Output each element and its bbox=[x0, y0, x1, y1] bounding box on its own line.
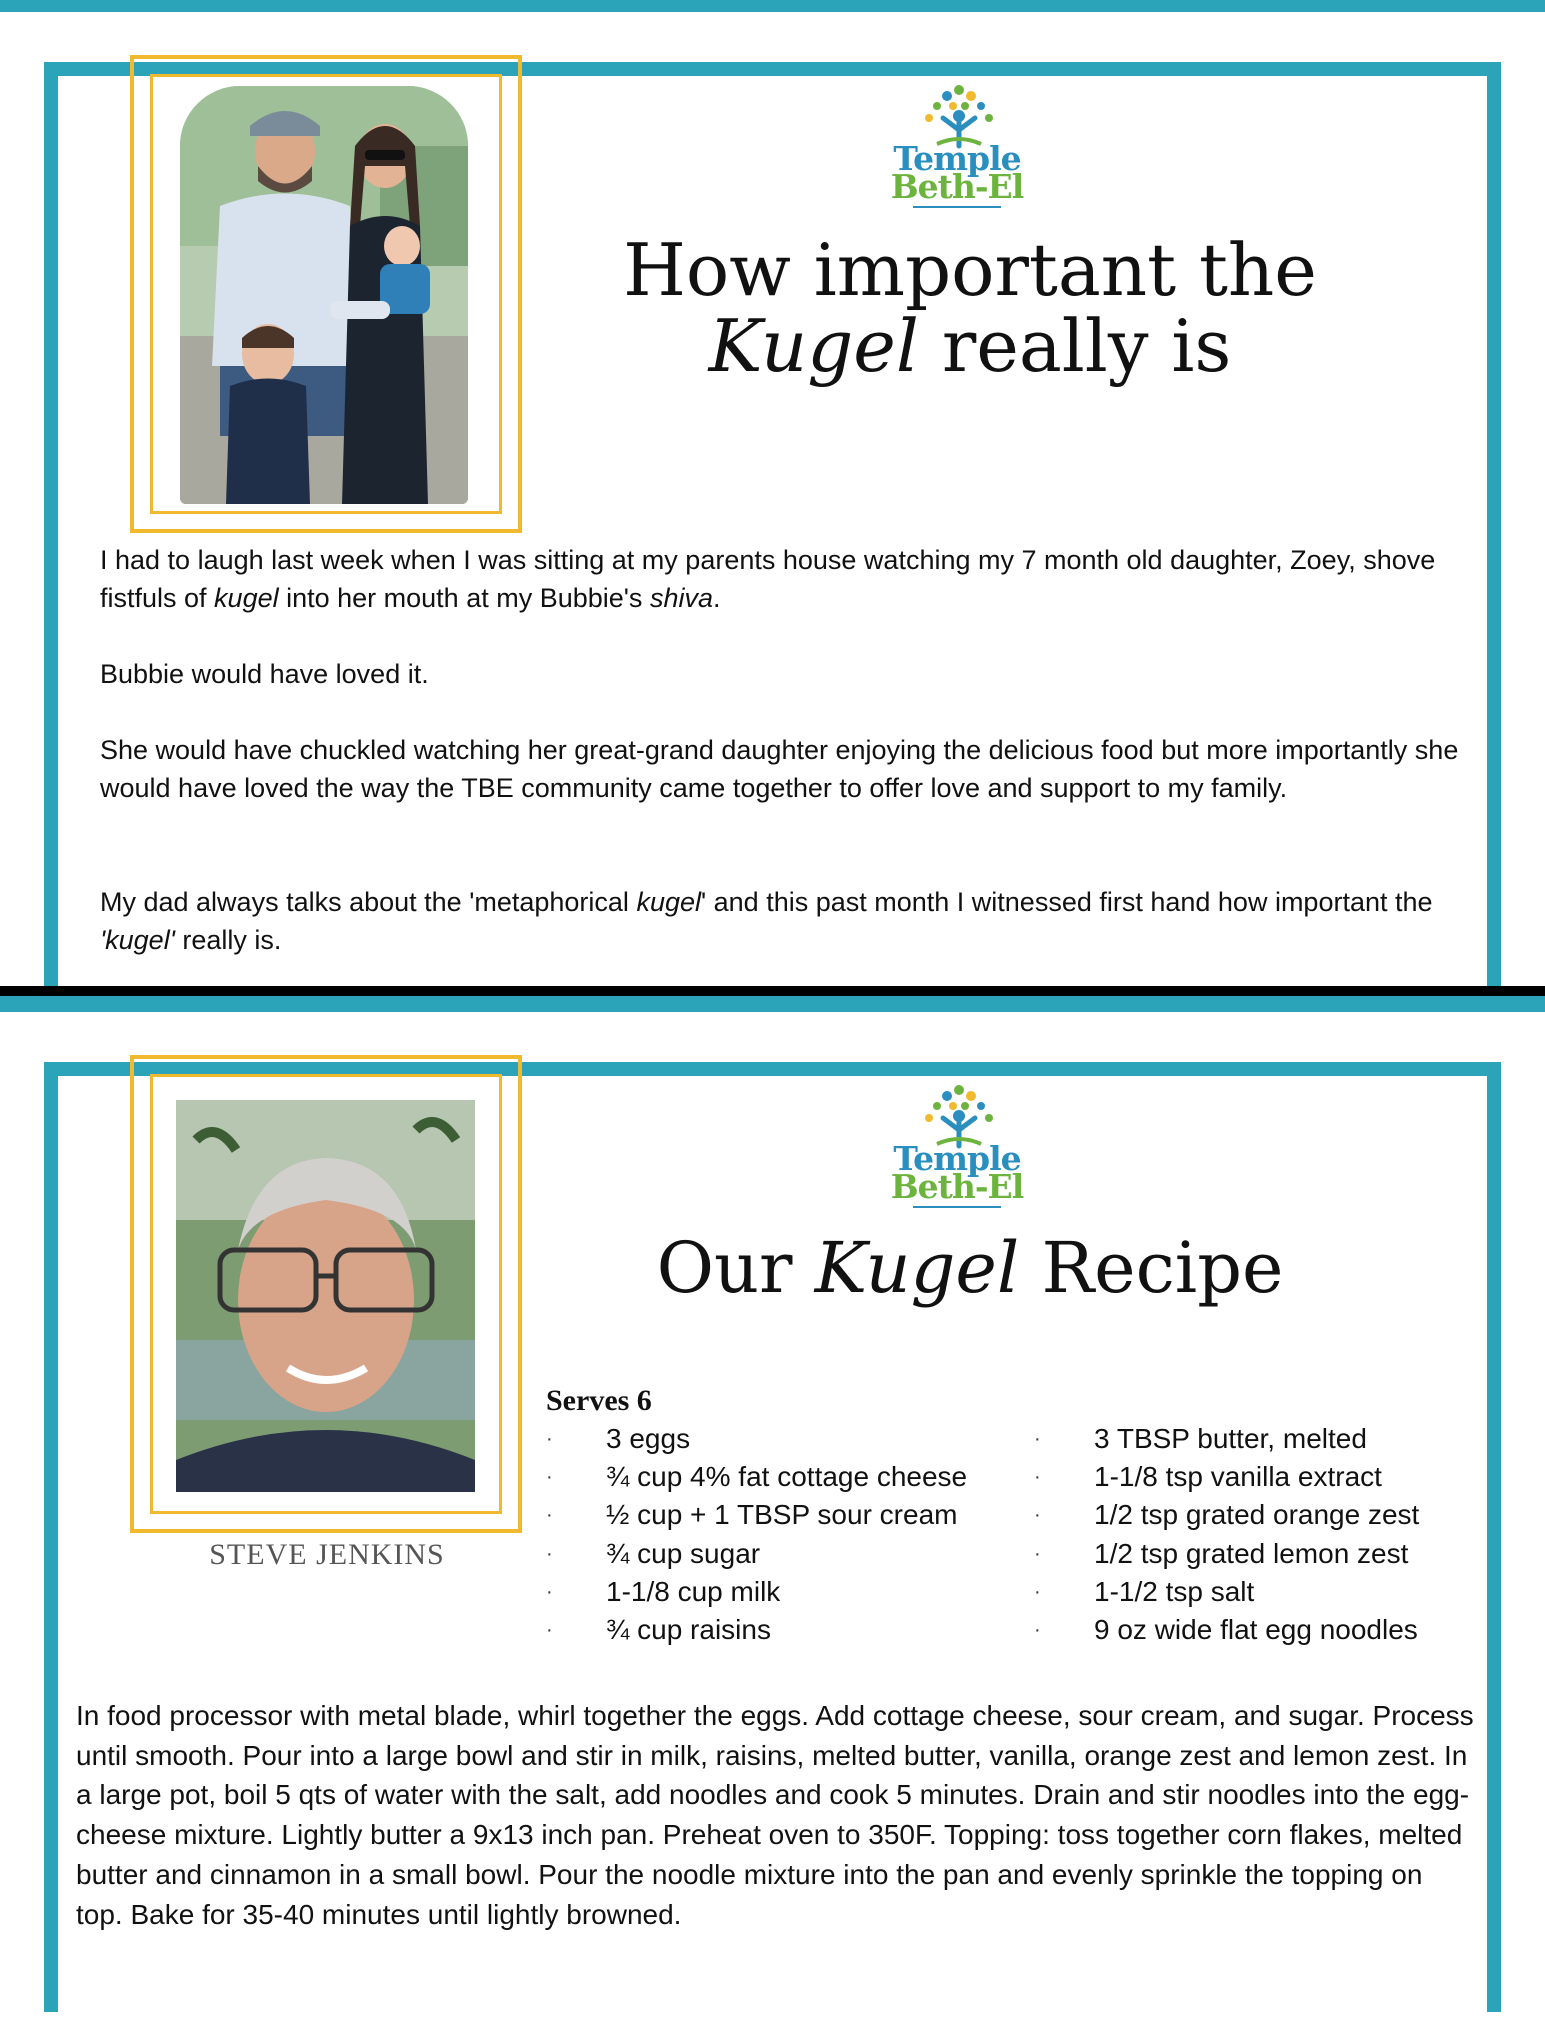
p1-kugel: kugel bbox=[214, 583, 279, 613]
heading-line2-rest: really is bbox=[918, 304, 1232, 388]
logo-text-temple: Temple bbox=[893, 139, 1021, 178]
ingredient-item: · 3 TBSP butter, melted bbox=[1034, 1420, 1419, 1458]
ingredient-item: · 1-1/8 cup milk bbox=[546, 1573, 967, 1611]
ingredient-item: · 1/2 tsp grated lemon zest bbox=[1034, 1535, 1419, 1573]
person-name: STEVE JENKINS bbox=[209, 1538, 445, 1571]
p1-text-e: . bbox=[712, 583, 721, 613]
steve-jenkins-photo bbox=[176, 1100, 475, 1492]
logo-text-beth-el: Beth-El bbox=[890, 1167, 1024, 1206]
recipe-heading bbox=[560, 1228, 1380, 1308]
ingredient-item: · 1/2 tsp grated orange zest bbox=[1034, 1496, 1419, 1534]
recipe-heading-pre: Our bbox=[656, 1227, 815, 1309]
p1-text-c: into her mouth at my Bubbie's bbox=[278, 583, 650, 613]
temple-beth-el-logo bbox=[877, 82, 1037, 212]
ingredients-left bbox=[546, 1420, 967, 1649]
p4-text-e: really is. bbox=[174, 925, 282, 955]
ingredient-item: · ½ cup + 1 TBSP sour cream bbox=[546, 1496, 967, 1534]
heading-kugel-italic: Kugel bbox=[708, 304, 919, 388]
p4-text-a: My dad always talks about the 'metaphorical bbox=[100, 887, 637, 917]
story-paragraph-3: She would have chuckled watching her great-grand daughter enjoying the delicious food but more importantly she would have loved the way the TBE community came together to offer love and support to my family. bbox=[100, 735, 1459, 803]
ingredient-item: · 3 eggs bbox=[546, 1420, 967, 1458]
ingredient-item: · ¾ cup sugar bbox=[546, 1535, 967, 1573]
middle-accent-bar bbox=[0, 996, 1545, 1012]
family-photo-illustration bbox=[180, 86, 468, 504]
p1-text-a: I had to laugh last week when I was sitting at my parents house watching my 7 month old daughter, Zoey, shove fistfuls of bbox=[100, 545, 1436, 613]
p4-kugel-quoted: 'kugel' bbox=[100, 925, 175, 955]
portrait-illustration bbox=[176, 1100, 475, 1492]
story-paragraph-2: Bubbie would have loved it. bbox=[100, 659, 429, 689]
family-photo bbox=[180, 86, 468, 504]
story-heading-line1: How important the bbox=[623, 228, 1317, 312]
logo-text-temple: Temple bbox=[893, 1139, 1021, 1178]
p1-shiva: shiva bbox=[649, 583, 713, 613]
top-accent-bar bbox=[0, 0, 1545, 12]
p4-kugel: kugel bbox=[636, 887, 701, 917]
ingredient-item: · 1-1/2 tsp salt bbox=[1034, 1573, 1419, 1611]
serves-label: Serves 6 bbox=[546, 1384, 652, 1417]
recipe-heading-kugel: Kugel bbox=[814, 1227, 1020, 1309]
logo-text-beth-el: Beth-El bbox=[890, 167, 1024, 206]
logo-underline bbox=[913, 206, 1001, 208]
ingredients-right bbox=[1034, 1420, 1419, 1649]
ingredient-item: · 9 oz wide flat egg noodles bbox=[1034, 1611, 1419, 1649]
section-divider bbox=[0, 986, 1545, 996]
recipe-heading-post: Recipe bbox=[1019, 1227, 1284, 1309]
recipe-instructions: In food processor with metal blade, whirl together the eggs. Add cottage cheese, sour cream, and sugar. Process until smooth. Pour into a large bowl and stir in milk, raisins, melted butter, vanilla, orange zest and lemon zest. In a large pot, boil 5 qts of water with the salt, add noodles and cook 5 minutes. Drain and stir noodles into the egg-cheese mixture. Lightly butter a 9x13 inch pan. Preheat oven to 350F. Topping: toss together corn flakes, melted butter and cinnamon in a small bowl. Pour the noodle mixture into the pan and evenly sprinkle the topping on top. Bake for 35-40 minutes until lightly browned. bbox=[76, 1700, 1474, 1930]
story-heading bbox=[560, 228, 1380, 388]
temple-beth-el-logo-2 bbox=[877, 1082, 1037, 1212]
story-paragraph-4 bbox=[100, 883, 1480, 959]
story-paragraph-1 bbox=[100, 541, 1480, 617]
story-heading-line2 bbox=[560, 304, 1380, 388]
ingredient-item: · 1-1/8 tsp vanilla extract bbox=[1034, 1458, 1419, 1496]
p4-text-c: ' and this past month I witnessed first hand how important the bbox=[700, 887, 1433, 917]
ingredient-item: · ¾ cup raisins bbox=[546, 1611, 967, 1649]
ingredient-item: · ¾ cup 4% fat cottage cheese bbox=[546, 1458, 967, 1496]
logo-underline bbox=[913, 1206, 1001, 1208]
